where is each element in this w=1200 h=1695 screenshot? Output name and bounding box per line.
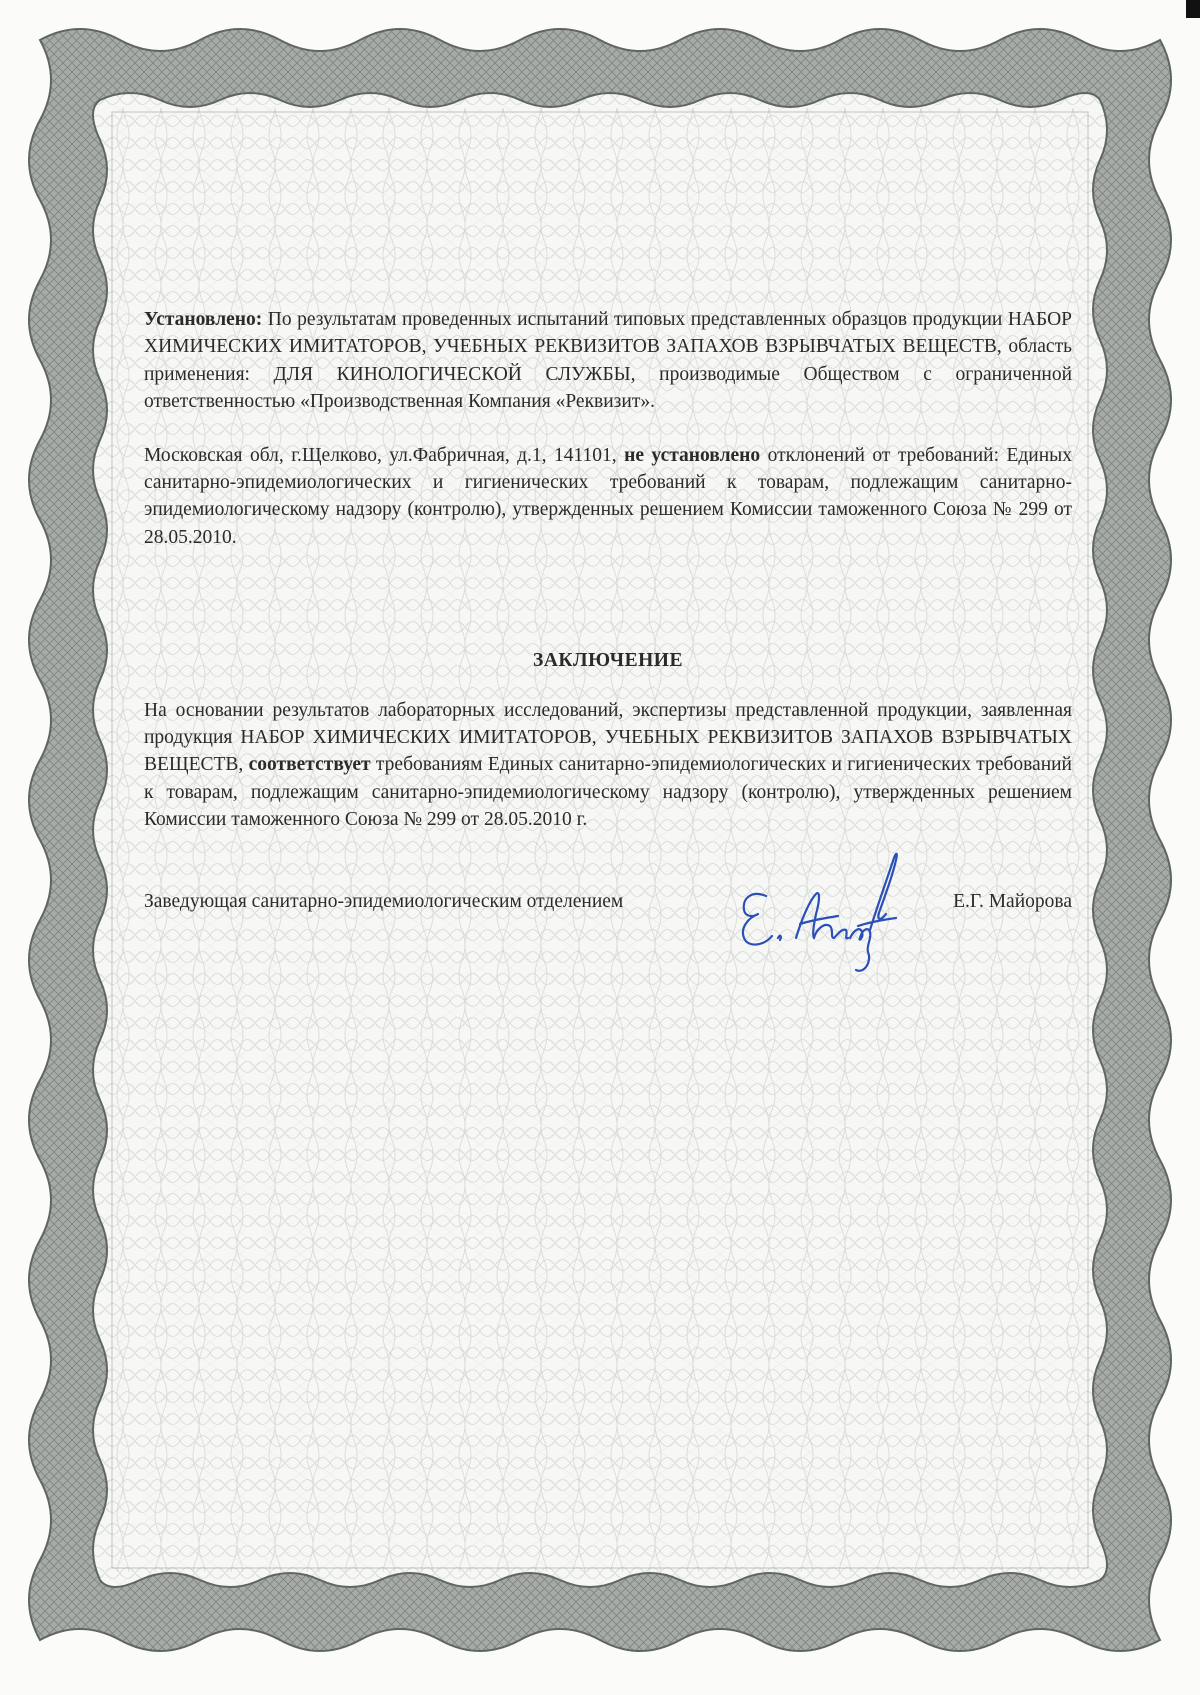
findings-text-after: отклонений от требований: Единых санитарно-эпидемиологических и гигиенических требований к товарам, подлежащим санитарно-эпидемиологическому надзору (контролю), утвержденных решением Комиссии таможенного Союза № 299 от 28.05.2010. xyxy=(144,444,1073,548)
handwritten-signature-icon xyxy=(730,834,910,984)
scan-edge-mark xyxy=(1186,0,1200,18)
signatory-name: Е.Г. Майорова xyxy=(953,890,1072,912)
conclusion-paragraph xyxy=(144,697,1072,834)
signature-row xyxy=(144,888,1072,928)
conclusion-text-after: требованиям Единых санитарно-эпидемиологических и гигиенических требований к товарам, подлежащим санитарно-эпидемиологическому надзору (контролю), утвержденных решением Комиссии таможенного Союза № 299 от 28.05.2010 г. xyxy=(144,754,1072,831)
findings-text-before: Московская обл, г.Щелково, ул.Фабричная, д.1, 141101, xyxy=(144,444,625,466)
established-label: Установлено: xyxy=(144,309,263,330)
signatory-role: Заведующая санитарно-эпидемиологическим отделением xyxy=(144,890,624,912)
conclusion-text-before: На основании результатов лабораторных исследований, экспертизы представленной продукции, заявленная продукция НАБОР ХИМИЧЕСКИХ ИМИТАТОРОВ, УЧЕБНЫХ РЕКВИЗИТОВ ЗАПАХОВ ВЗРЫВЧАТЫХ ВЕЩЕСТВ, xyxy=(144,699,1072,776)
established-text: По результатам проведенных испытаний типовых представленных образцов продукции НАБОР ХИМИЧЕСКИХ ИМИТАТОРОВ, УЧЕБНЫХ РЕКВИЗИТОВ ЗАПАХОВ ВЗРЫВЧАТЫХ ВЕЩЕСТВ, область применения: ДЛЯ КИНОЛОГИЧЕСКОЙ СЛУЖБЫ, производимые Обществом с ограниченной ответственностью «Производственная Компания «Реквизит». xyxy=(144,309,1072,413)
established-paragraph xyxy=(144,306,1072,416)
findings-bold: не установлено xyxy=(624,444,761,466)
conclusion-heading: ЗАКЛЮЧЕНИЕ xyxy=(533,650,683,672)
conclusion-bold: соответствует xyxy=(248,754,371,776)
findings-paragraph xyxy=(144,442,1072,552)
document-body xyxy=(144,306,1072,928)
